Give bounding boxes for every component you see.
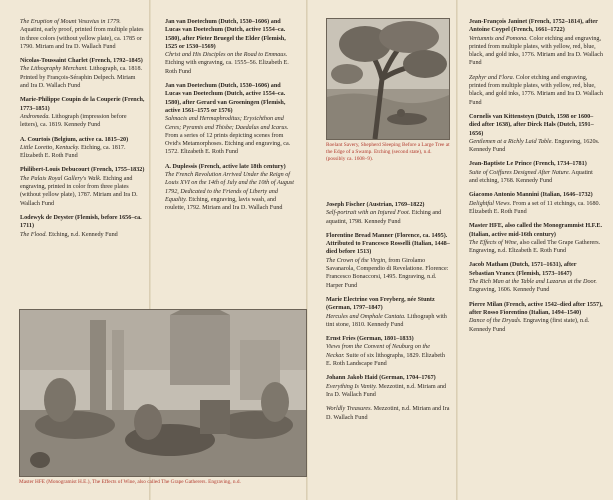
entry-title: The Flood. [20, 231, 47, 238]
entry [469, 222, 603, 255]
savery-caption: Roelant Savery, Shepherd Sleeping Before a Large Tree at the Edge of a Swamp. Etching (second state), n.d. (possibly ca. 1608–9). [326, 142, 450, 162]
entry-title: Dance of the Dryads. [469, 318, 522, 325]
entry-desc: Etching and engraving, printed in color from three plates (without yellow plate), 1787. Miriam and Ira D. Wallach Fund [20, 175, 138, 207]
entry-title: The French Revolution Arrived Under the Reign of Louis XVI on the 14th of July and the 10th of August 1792, Dedicated to the Friends of Liberty and Equality. [165, 172, 295, 203]
entry-desc: Etching, n.d. Kennedy Fund [48, 231, 118, 238]
entry-desc: Color etching and engraving, printed from multiple plates, with yellow, red, blue, black, and gold inks, 1776. Miriam and Ira D. Wallach Fund [469, 74, 603, 106]
entry-desc: Etching, ca. 1817. Elizabeth E. Roth Fund [20, 144, 126, 160]
savery-etching-image [326, 18, 450, 140]
fold-line-3 [456, 0, 458, 500]
entry-desc: Aquatint and etching, 1768. Kennedy Fund [469, 169, 593, 185]
entry-artist: Jean-François Janinet (French, 1752–1814), after Antoine Coypel (French, 1661–1722) [469, 19, 598, 34]
entry-artist: Giacomo Antonio Mannini (Italian, 1646–1732) [469, 192, 593, 199]
entry-artist: Cornelis van Kittensteyn (Dutch, 1598 or 1600–died after 1638), after Dirck Hals (Dutch, 1591–1656) [469, 113, 594, 137]
entry [469, 18, 603, 68]
entry-artist: Jan van Doetechum (Dutch, 1530–1606) and Lucas van Doetechum (Dutch, active 1554–ca. 1580), after Gerard van Groeningen (Flemish, active 1561–1575 or 1576) [165, 83, 286, 114]
entry-title: Andromeda. [20, 113, 50, 120]
entry-artist: Jan van Doetechum (Dutch, 1530–1606) and Lucas van Doetechum (Dutch, active 1554–ca. 1580), after Pieter Bruegel the Elder (Flemish, 1525 or 1530–1569) [165, 19, 286, 50]
entry-desc: Lithograph with tint stone, 1810. Kennedy Fund [326, 313, 447, 328]
entry [20, 96, 145, 129]
entry-desc: Mezzotint, n.d. Miriam and Ira D. Wallach Fund [326, 383, 447, 398]
entry-desc: Lithograph (impression before letters), ca. 1819. Kennedy Fund [20, 113, 127, 129]
entry-artist: A. Duplessis (French, active late 18th century) [165, 163, 286, 170]
entry-artist: Marie-Philippe Coupin de la Couperie (French, 1773–1851) [20, 97, 145, 112]
entry [20, 136, 145, 161]
entry-title: Salmacis and Hermaphroditus; Erysichthon and Ceres; Pyramis and Thisbe; Daedalus and Icarus. [165, 116, 289, 131]
entry-title: Suite of Coiffures Designed After Nature. [469, 169, 571, 176]
entry-title: Delightful Views. [469, 200, 512, 207]
entry [165, 82, 297, 157]
entry [469, 74, 603, 107]
entry-artist: Marie Electrine von Freyberg, née Stuntz (German, 1797–1847) [326, 296, 435, 312]
entry-desc: Engraving, 1606. Kennedy Fund [469, 287, 550, 294]
entry-title: Worldly Treasures. [326, 406, 373, 413]
entry [20, 166, 145, 207]
entry [326, 201, 450, 226]
entry-desc: Suite of six lithographs, 1829. Elizabeth E. Roth Landscape Fund [326, 352, 445, 368]
entry-desc: Color etching and engraving, printed from multiple plates, with yellow, red, blue, black, and gold inks, 1776. Miriam and Ira D. Wallach Fund [469, 35, 603, 67]
column-4 [469, 18, 603, 340]
entry-title: The Effects of Wine, [469, 239, 519, 246]
landscape-illustration [327, 19, 449, 139]
entry-artist: Philibert-Louis Debucourt (French, 1755–1832) [20, 167, 145, 174]
grape-gatherers-caption: Master HFE (Monogramist H.E.), The Effects of Wine, also called The Grape Gatherers. Engraving, n.d. [19, 479, 241, 485]
entry-artist: Joseph Fischer (Austrian, 1769–1822) [326, 202, 425, 208]
entry [326, 335, 450, 368]
entry-title: Zephyr and Flora. [469, 74, 515, 81]
entry-title: Christ and His Disciples on the Road to Emmaus. [165, 52, 288, 59]
entry [326, 405, 450, 422]
entry-artist: Jean-Baptiste Le Prince (French, 1734–1781) [469, 161, 587, 168]
entry-artist: Nicolas-Toussaint Charlet (French, 1792–1845) [20, 58, 143, 65]
entry-desc: Etching and aquatint, 1798. Kennedy Fund [326, 210, 442, 225]
entry-desc: Etching, engraving, lavis wash, and roulette, 1792. Miriam and Ira D. Wallach Fund [165, 196, 283, 212]
entry-artist: Jacob Matham (Dutch, 1571–1631), after Sebastian Vrancx (Flemish, 1573–1647) [469, 262, 577, 277]
entry [469, 301, 603, 334]
entry [469, 191, 603, 216]
entry-title: Everything Is Vanity. [326, 383, 377, 390]
entry-artist: Ernst Fries (German, 1801–1833) [326, 336, 414, 343]
entry-desc: Aquatint, early proof, printed from multiple plates in three colors (without yellow plate), ca. 1785 or 1790. Miriam and Ira D. Wallach Fund [20, 27, 144, 50]
entry [326, 232, 450, 290]
entry-title: The Palais Royal Gallery's Walk. [20, 175, 102, 182]
entry-artist: Lodewyk de Deyster (Flemish, before 1656–ca. 1711) [20, 214, 142, 230]
entry-title: Little Loretto, Kentucky. [20, 144, 80, 151]
entry [20, 18, 145, 51]
entry-artist: A. Courtois (Belgium, active ca. 1815–20) [20, 136, 129, 143]
entry-desc: From a set of 11 etchings, ca. 1680. Elizabeth E. Roth Fund [469, 200, 601, 215]
entry [20, 214, 145, 239]
column-3 [326, 201, 450, 428]
entry-artist: Master HFE, also called the Monogrammist H.F.E. (Italian, active mid-16th century) [469, 223, 603, 238]
entry-desc: Etching with engraving, ca. 1555–56. Elizabeth E. Roth Fund [165, 60, 289, 75]
entry-title: The Rich Man at the Table and Lazarus at the Door. [469, 279, 597, 286]
entry-title: Self-portrait with an Injured Foot. [326, 210, 411, 217]
entry [469, 113, 603, 154]
grape-gatherers-engraving-image [19, 309, 307, 477]
entry-artist: Florentine Bread Manner (Florence, ca. 1495). Attributed to Francesco Rosselli (Italian, 1448–died before 1513) [326, 232, 450, 256]
entry-title: The Lithography Merchant. [20, 66, 88, 73]
entry-desc: Engraving (first state), n.d. Kennedy Fund [469, 318, 590, 333]
entry-desc: also called The Grape Gatherers. Engraving, n.d. Elizabeth E. Roth Fund [469, 239, 601, 255]
entry [469, 261, 603, 294]
entry-title: Vertumnis and Pomona. [469, 35, 528, 42]
entry-desc: From a series of 12 prints depicting scenes from Ovid's Metamorphoses. Etching and engraving, ca. 1572. Elizabeth E. Roth Fund [165, 132, 291, 156]
column-1 [20, 18, 145, 245]
entry [165, 163, 297, 213]
entry-title: The Crown of the Virgin, [326, 257, 387, 264]
entry-artist: Pierre Milan (French, active 1542–died after 1557), after Rosso Fiorentino (Italian, 1494–1540) [469, 301, 603, 316]
entry-title: Gentlemen at a Richly Laid Table. [469, 138, 554, 145]
entry [20, 57, 145, 90]
entry-desc: Engraving, 1620s. Kennedy Fund [469, 138, 600, 154]
engraving-illustration [20, 310, 306, 476]
entry-title: Hercules and Omphale Cantata. [326, 313, 406, 320]
entry-desc: Mezzotint, n.d. Miriam and Ira D. Wallach Fund [326, 406, 450, 421]
entry [469, 160, 603, 185]
entry-desc: Lithograph, ca. 1818. Printed by François-Séraphin Delpech. Miriam and Ira D. Wallach Fund [20, 66, 143, 90]
column-2 [165, 18, 297, 219]
entry [326, 374, 450, 399]
entry-title: The Eruption of Mount Vesuvius in 1779. [20, 19, 121, 25]
entry-title: Views from the Convent of Neuburg on the Neckar. [326, 344, 430, 359]
entry-artist: Johann Jakob Haid (German, 1704–1767) [326, 375, 436, 382]
entry [326, 296, 450, 329]
entry [165, 18, 297, 76]
entry-desc: from Girolamo Savanarola, Compendio di Revelatione. Florence: Francesco Bonaccorsi, 1495. Engraving, n.d. Harper Fund [326, 257, 449, 289]
